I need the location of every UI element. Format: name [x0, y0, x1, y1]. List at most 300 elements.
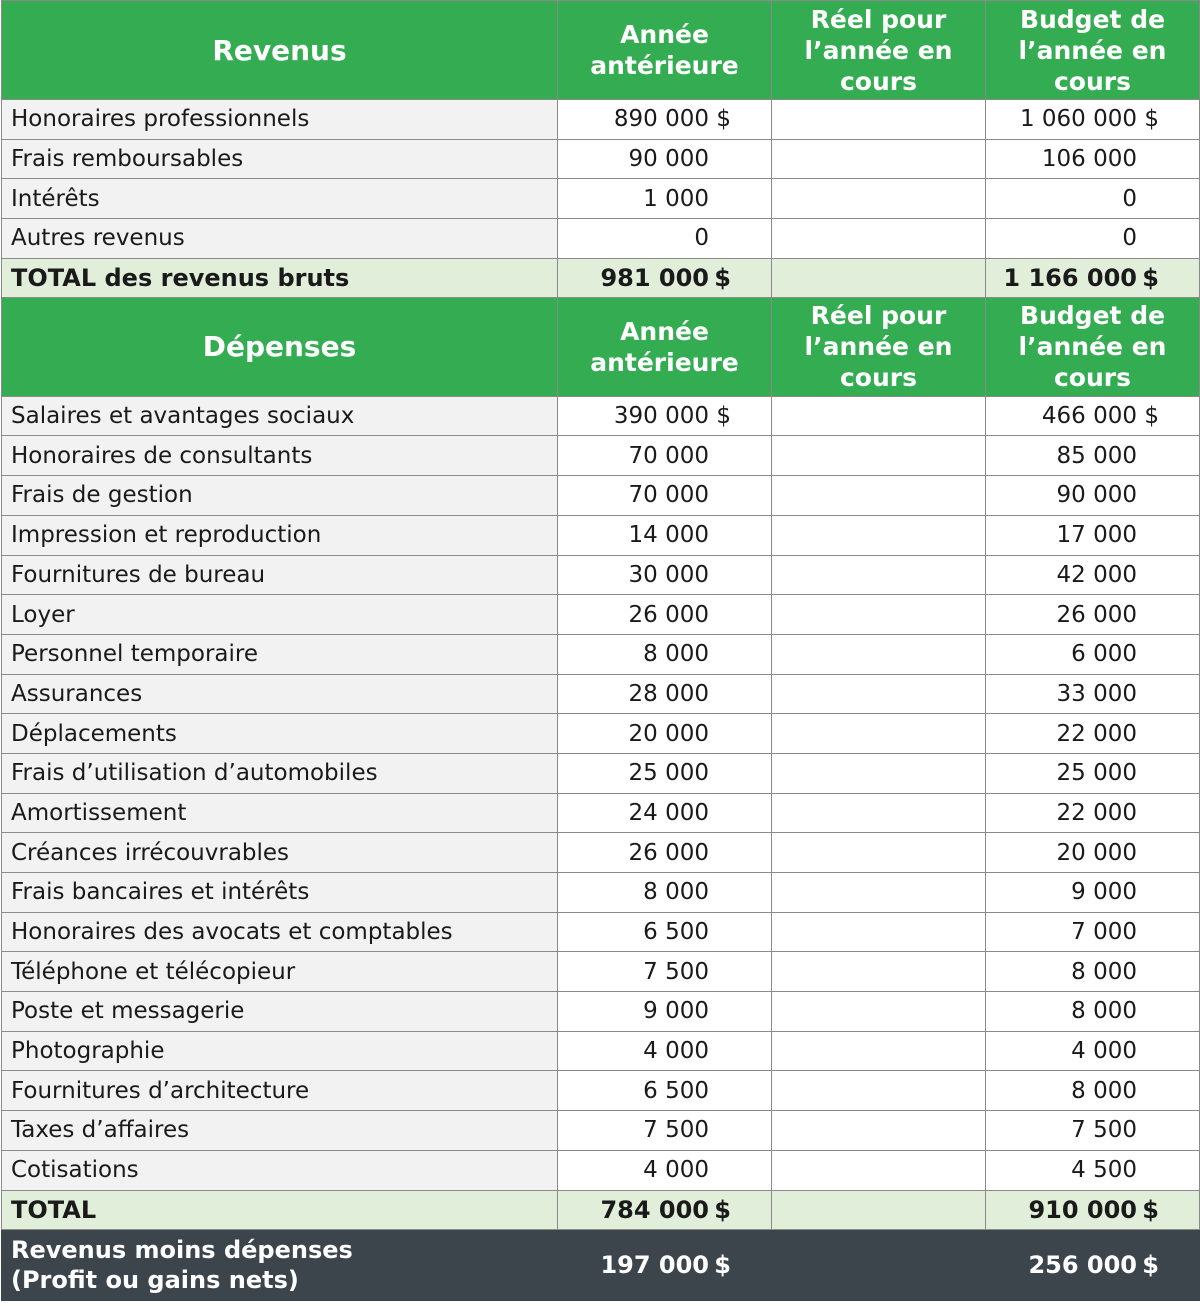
table-row: [2, 833, 1200, 873]
row-label: Téléphone et télécopieur: [2, 952, 558, 992]
row-budget-current-currency: [1137, 1157, 1159, 1183]
row-prev-year: [558, 476, 772, 516]
row-prev-year: [558, 952, 772, 992]
row-prev-year-wrap: [558, 522, 771, 548]
row-budget-current: [986, 1071, 1200, 1111]
revenus-col-header-real: Réel pour l’année en cours: [772, 1, 986, 100]
row-prev-year: [558, 833, 772, 873]
total-prev-year: [558, 258, 772, 297]
row-label: Frais de gestion: [2, 476, 558, 516]
row-budget-current-value: 22 000: [1056, 799, 1137, 826]
row-budget-current-currency: $: [1144, 106, 1159, 133]
row-prev-year-currency: [709, 1078, 731, 1104]
row-budget-current: [986, 219, 1200, 259]
row-prev-year-currency: [709, 721, 731, 747]
row-prev-year-currency: $: [716, 403, 731, 430]
row-actual-current: [772, 515, 986, 555]
row-label: Fournitures d’architecture: [2, 1071, 558, 1111]
row-actual-current: [772, 674, 986, 714]
revenus-section-title: Revenus: [2, 1, 558, 100]
row-prev-year-currency: [709, 1038, 731, 1064]
row-budget-current-currency: [1137, 225, 1159, 251]
depenses-total-row: [2, 1190, 1200, 1229]
table-row: [2, 912, 1200, 952]
row-prev-year: [558, 873, 772, 913]
net-profit-row: [2, 1229, 1200, 1300]
row-budget-current: [986, 753, 1200, 793]
row-budget-current-currency: [1137, 641, 1159, 667]
row-actual-current: [772, 219, 986, 259]
total-prev-year: [558, 1190, 772, 1229]
row-prev-year: [558, 912, 772, 952]
row-label: Impression et reproduction: [2, 515, 558, 555]
row-prev-year-wrap: [558, 106, 771, 132]
row-prev-year-currency: [709, 959, 731, 985]
row-prev-year-wrap: [558, 1117, 771, 1143]
row-prev-year-value: 6 500: [643, 919, 709, 946]
row-budget-current-wrap: [986, 225, 1199, 251]
net-budget-current-wrap: [986, 1251, 1199, 1279]
row-budget-current-currency: [1137, 840, 1159, 866]
row-budget-current-value: 0: [1122, 225, 1137, 252]
total-budget-current-wrap: [986, 264, 1199, 292]
row-budget-current-wrap: [986, 443, 1199, 469]
table-row: [2, 219, 1200, 259]
table-row: [2, 1031, 1200, 1071]
row-prev-year-value: 70 000: [628, 442, 709, 469]
table-row: [2, 1111, 1200, 1151]
row-budget-current-wrap: [986, 1038, 1199, 1064]
row-label: Personnel temporaire: [2, 634, 558, 674]
row-budget-current-value: 90 000: [1056, 482, 1137, 509]
total-prev-year-currency: $: [714, 263, 731, 292]
row-label: Honoraires des avocats et comptables: [2, 912, 558, 952]
row-label: Honoraires de consultants: [2, 436, 558, 476]
row-budget-current: [986, 873, 1200, 913]
row-budget-current-value: 20 000: [1056, 839, 1137, 866]
row-actual-current: [772, 476, 986, 516]
row-actual-current: [772, 873, 986, 913]
row-budget-current-currency: [1137, 482, 1159, 508]
row-actual-current: [772, 1071, 986, 1111]
row-budget-current: [986, 179, 1200, 219]
row-budget-current-value: 7 500: [1071, 1117, 1137, 1144]
row-budget-current-wrap: [986, 879, 1199, 905]
row-budget-current: [986, 992, 1200, 1032]
row-prev-year-wrap: [558, 225, 771, 251]
row-prev-year: [558, 1031, 772, 1071]
net-prev-year-value: 197 000: [600, 1250, 709, 1279]
net-prev-year-wrap: [558, 1251, 771, 1279]
row-budget-current-currency: [1137, 562, 1159, 588]
row-budget-current-currency: [1137, 1117, 1159, 1143]
row-prev-year-value: 28 000: [628, 680, 709, 707]
row-budget-current-currency: [1137, 681, 1159, 707]
row-prev-year-currency: [709, 186, 731, 212]
row-prev-year: [558, 396, 772, 436]
row-prev-year-currency: [709, 879, 731, 905]
table-row: [2, 436, 1200, 476]
row-actual-current: [772, 100, 986, 140]
row-prev-year: [558, 100, 772, 140]
row-prev-year-wrap: [558, 641, 771, 667]
row-prev-year-currency: $: [716, 106, 731, 133]
table-row: [2, 753, 1200, 793]
depenses-col-header-prev: Année antérieure: [558, 297, 772, 396]
row-prev-year-value: 7 500: [643, 1117, 709, 1144]
row-prev-year-currency: [709, 1117, 731, 1143]
table-row: [2, 100, 1200, 140]
table-row: [2, 634, 1200, 674]
row-actual-current: [772, 139, 986, 179]
row-prev-year-wrap: [558, 562, 771, 588]
net-budget-current: [986, 1229, 1200, 1300]
net-budget-current-currency: $: [1142, 1250, 1159, 1279]
total-budget-current-currency: $: [1142, 1195, 1159, 1224]
row-actual-current: [772, 634, 986, 674]
row-label: Salaires et avantages sociaux: [2, 396, 558, 436]
row-label: Assurances: [2, 674, 558, 714]
row-actual-current: [772, 595, 986, 635]
row-budget-current-value: 466 000: [1041, 403, 1137, 430]
total-label: TOTAL des revenus bruts: [2, 258, 558, 297]
row-budget-current-currency: [1137, 919, 1159, 945]
row-actual-current: [772, 555, 986, 595]
row-budget-current-wrap: [986, 403, 1199, 429]
total-prev-year-wrap: [558, 1196, 771, 1224]
row-label: Poste et messagerie: [2, 992, 558, 1032]
row-label: Intérêts: [2, 179, 558, 219]
row-actual-current: [772, 912, 986, 952]
row-prev-year-currency: [709, 146, 731, 172]
total-prev-year-value: 981 000: [600, 263, 709, 292]
row-prev-year-wrap: [558, 1078, 771, 1104]
row-prev-year: [558, 595, 772, 635]
row-budget-current-value: 26 000: [1056, 601, 1137, 628]
row-actual-current: [772, 1150, 986, 1190]
row-budget-current-wrap: [986, 641, 1199, 667]
row-actual-current: [772, 952, 986, 992]
row-actual-current: [772, 1031, 986, 1071]
row-prev-year-currency: [709, 840, 731, 866]
row-prev-year-wrap: [558, 1038, 771, 1064]
row-prev-year-value: 24 000: [628, 799, 709, 826]
row-budget-current: [986, 793, 1200, 833]
row-prev-year: [558, 714, 772, 754]
net-actual-current: [772, 1229, 986, 1300]
row-budget-current: [986, 555, 1200, 595]
row-budget-current-wrap: [986, 800, 1199, 826]
row-budget-current-currency: [1137, 721, 1159, 747]
table-row: [2, 179, 1200, 219]
row-budget-current-wrap: [986, 760, 1199, 786]
table-row: [2, 555, 1200, 595]
depenses-section-title: Dépenses: [2, 297, 558, 396]
row-prev-year-currency: [709, 1157, 731, 1183]
row-budget-current-currency: [1137, 1078, 1159, 1104]
total-prev-year-currency: $: [714, 1195, 731, 1224]
row-budget-current: [986, 674, 1200, 714]
row-label: Frais d’utilisation d’automobiles: [2, 753, 558, 793]
row-label: Déplacements: [2, 714, 558, 754]
row-label: Honoraires professionnels: [2, 100, 558, 140]
row-prev-year-value: 1 000: [643, 185, 709, 212]
row-label: Cotisations: [2, 1150, 558, 1190]
table-row: [2, 595, 1200, 635]
row-budget-current-currency: $: [1144, 403, 1159, 430]
row-budget-current: [986, 139, 1200, 179]
row-prev-year-value: 30 000: [628, 561, 709, 588]
row-label: Autres revenus: [2, 219, 558, 259]
row-prev-year-value: 25 000: [628, 760, 709, 787]
row-prev-year-currency: [709, 225, 731, 251]
row-budget-current-wrap: [986, 562, 1199, 588]
row-budget-current-wrap: [986, 998, 1199, 1024]
row-budget-current-value: 4 000: [1071, 1038, 1137, 1065]
row-budget-current-wrap: [986, 681, 1199, 707]
row-prev-year-wrap: [558, 403, 771, 429]
row-prev-year-currency: [709, 681, 731, 707]
row-budget-current-wrap: [986, 186, 1199, 212]
row-prev-year-currency: [709, 919, 731, 945]
row-actual-current: [772, 793, 986, 833]
row-budget-current-wrap: [986, 1078, 1199, 1104]
budget-table: [1, 0, 1200, 1301]
row-prev-year-value: 6 500: [643, 1077, 709, 1104]
row-prev-year: [558, 515, 772, 555]
row-prev-year: [558, 992, 772, 1032]
row-budget-current: [986, 1150, 1200, 1190]
row-budget-current: [986, 1111, 1200, 1151]
revenus-header-row: [2, 1, 1200, 100]
row-budget-current: [986, 1031, 1200, 1071]
table-row: [2, 793, 1200, 833]
row-prev-year-wrap: [558, 959, 771, 985]
row-budget-current-value: 85 000: [1056, 442, 1137, 469]
row-prev-year-value: 8 000: [643, 641, 709, 668]
row-prev-year-value: 390 000: [613, 403, 709, 430]
row-prev-year-wrap: [558, 879, 771, 905]
row-prev-year-value: 890 000: [613, 106, 709, 133]
row-prev-year-value: 70 000: [628, 482, 709, 509]
row-budget-current: [986, 515, 1200, 555]
row-prev-year-currency: [709, 760, 731, 786]
row-prev-year-currency: [709, 998, 731, 1024]
table-row: [2, 1150, 1200, 1190]
row-prev-year-wrap: [558, 800, 771, 826]
table-row: [2, 674, 1200, 714]
row-budget-current-value: 42 000: [1056, 561, 1137, 588]
depenses-col-header-budget: Budget de l’année en cours: [986, 297, 1200, 396]
total-actual-current: [772, 258, 986, 297]
row-prev-year-currency: [709, 522, 731, 548]
row-prev-year-currency: [709, 641, 731, 667]
row-budget-current-value: 8 000: [1071, 998, 1137, 1025]
row-budget-current-value: 0: [1122, 185, 1137, 212]
depenses-col-header-real: Réel pour l’année en cours: [772, 297, 986, 396]
row-prev-year-value: 0: [694, 225, 709, 252]
net-label-line2: (Profit ou gains nets): [11, 1265, 299, 1294]
row-prev-year-wrap: [558, 681, 771, 707]
row-budget-current-value: 106 000: [1041, 146, 1137, 173]
row-budget-current: [986, 952, 1200, 992]
row-prev-year: [558, 793, 772, 833]
row-budget-current-wrap: [986, 840, 1199, 866]
row-prev-year: [558, 1150, 772, 1190]
row-prev-year: [558, 555, 772, 595]
row-budget-current-currency: [1137, 443, 1159, 469]
row-prev-year-value: 4 000: [643, 1157, 709, 1184]
row-prev-year: [558, 1071, 772, 1111]
row-budget-current-wrap: [986, 721, 1199, 747]
row-prev-year-wrap: [558, 1157, 771, 1183]
table-row: [2, 396, 1200, 436]
table-row: [2, 714, 1200, 754]
table-row: [2, 515, 1200, 555]
row-label: Taxes d’affaires: [2, 1111, 558, 1151]
row-budget-current-value: 33 000: [1056, 680, 1137, 707]
row-budget-current: [986, 912, 1200, 952]
row-prev-year-wrap: [558, 482, 771, 508]
net-prev-year: [558, 1229, 772, 1300]
row-budget-current-currency: [1137, 959, 1159, 985]
row-budget-current-currency: [1137, 522, 1159, 548]
row-budget-current-currency: [1137, 879, 1159, 905]
budget-table-body: [2, 1, 1200, 1301]
row-budget-current-wrap: [986, 106, 1199, 132]
row-actual-current: [772, 753, 986, 793]
total-budget-current: [986, 1190, 1200, 1229]
table-row: [2, 952, 1200, 992]
revenus-total-row: [2, 258, 1200, 297]
row-budget-current-currency: [1137, 146, 1159, 172]
net-budget-current-value: 256 000: [1028, 1250, 1137, 1279]
row-prev-year-wrap: [558, 919, 771, 945]
row-prev-year-value: 26 000: [628, 839, 709, 866]
row-prev-year-currency: [709, 482, 731, 508]
row-prev-year-value: 14 000: [628, 522, 709, 549]
row-label: Fournitures de bureau: [2, 555, 558, 595]
row-prev-year-wrap: [558, 760, 771, 786]
row-label: Créances irrécouvrables: [2, 833, 558, 873]
row-actual-current: [772, 1111, 986, 1151]
row-label: Frais bancaires et intérêts: [2, 873, 558, 913]
row-budget-current-value: 6 000: [1071, 641, 1137, 668]
table-row: [2, 1071, 1200, 1111]
row-budget-current: [986, 476, 1200, 516]
net-label: [2, 1229, 558, 1300]
row-label: Photographie: [2, 1031, 558, 1071]
row-budget-current-wrap: [986, 482, 1199, 508]
row-label: Amortissement: [2, 793, 558, 833]
row-prev-year-value: 4 000: [643, 1038, 709, 1065]
row-prev-year-value: 7 500: [643, 958, 709, 985]
row-prev-year-wrap: [558, 998, 771, 1024]
row-budget-current: [986, 833, 1200, 873]
row-budget-current-wrap: [986, 602, 1199, 628]
row-budget-current-currency: [1137, 760, 1159, 786]
row-prev-year: [558, 1111, 772, 1151]
total-budget-current-value: 910 000: [1028, 1195, 1137, 1224]
row-prev-year-wrap: [558, 186, 771, 212]
total-label: TOTAL: [2, 1190, 558, 1229]
total-budget-current: [986, 258, 1200, 297]
row-budget-current-value: 25 000: [1056, 760, 1137, 787]
row-budget-current-currency: [1137, 800, 1159, 826]
row-prev-year-value: 20 000: [628, 720, 709, 747]
total-budget-current-value: 1 166 000: [1003, 263, 1137, 292]
row-prev-year: [558, 436, 772, 476]
row-prev-year: [558, 634, 772, 674]
row-budget-current-value: 8 000: [1071, 1077, 1137, 1104]
row-budget-current-value: 1 060 000: [1019, 106, 1137, 133]
row-prev-year-currency: [709, 443, 731, 469]
row-label: Loyer: [2, 595, 558, 635]
row-actual-current: [772, 714, 986, 754]
row-budget-current-wrap: [986, 146, 1199, 172]
row-budget-current-currency: [1137, 1038, 1159, 1064]
row-prev-year-currency: [709, 800, 731, 826]
revenus-col-header-budget: Budget de l’année en cours: [986, 1, 1200, 100]
row-actual-current: [772, 833, 986, 873]
row-actual-current: [772, 396, 986, 436]
total-actual-current: [772, 1190, 986, 1229]
row-budget-current: [986, 595, 1200, 635]
depenses-header-row: [2, 297, 1200, 396]
row-budget-current: [986, 714, 1200, 754]
row-budget-current-value: 9 000: [1071, 879, 1137, 906]
row-prev-year: [558, 674, 772, 714]
row-budget-current: [986, 436, 1200, 476]
row-prev-year-wrap: [558, 840, 771, 866]
row-prev-year-value: 8 000: [643, 879, 709, 906]
row-prev-year: [558, 753, 772, 793]
row-budget-current: [986, 634, 1200, 674]
row-budget-current-value: 8 000: [1071, 958, 1137, 985]
row-budget-current-wrap: [986, 959, 1199, 985]
row-label: Frais remboursables: [2, 139, 558, 179]
total-prev-year-wrap: [558, 264, 771, 292]
row-prev-year-wrap: [558, 443, 771, 469]
row-budget-current-wrap: [986, 1157, 1199, 1183]
row-budget-current: [986, 396, 1200, 436]
row-prev-year-wrap: [558, 721, 771, 747]
row-actual-current: [772, 436, 986, 476]
row-prev-year: [558, 219, 772, 259]
total-budget-current-wrap: [986, 1196, 1199, 1224]
row-prev-year: [558, 179, 772, 219]
row-budget-current-currency: [1137, 186, 1159, 212]
row-budget-current-wrap: [986, 1117, 1199, 1143]
total-budget-current-currency: $: [1142, 263, 1159, 292]
row-prev-year-value: 90 000: [628, 146, 709, 173]
row-prev-year-value: 26 000: [628, 601, 709, 628]
row-budget-current-value: 17 000: [1056, 522, 1137, 549]
table-row: [2, 139, 1200, 179]
net-label-line1: Revenus moins dépenses: [11, 1235, 353, 1264]
revenus-col-header-prev: Année antérieure: [558, 1, 772, 100]
table-row: [2, 873, 1200, 913]
table-row: [2, 992, 1200, 1032]
row-prev-year: [558, 139, 772, 179]
row-actual-current: [772, 992, 986, 1032]
table-row: [2, 476, 1200, 516]
row-budget-current: [986, 100, 1200, 140]
row-budget-current-currency: [1137, 998, 1159, 1024]
row-budget-current-value: 7 000: [1071, 919, 1137, 946]
row-budget-current-currency: [1137, 602, 1159, 628]
row-budget-current-wrap: [986, 919, 1199, 945]
